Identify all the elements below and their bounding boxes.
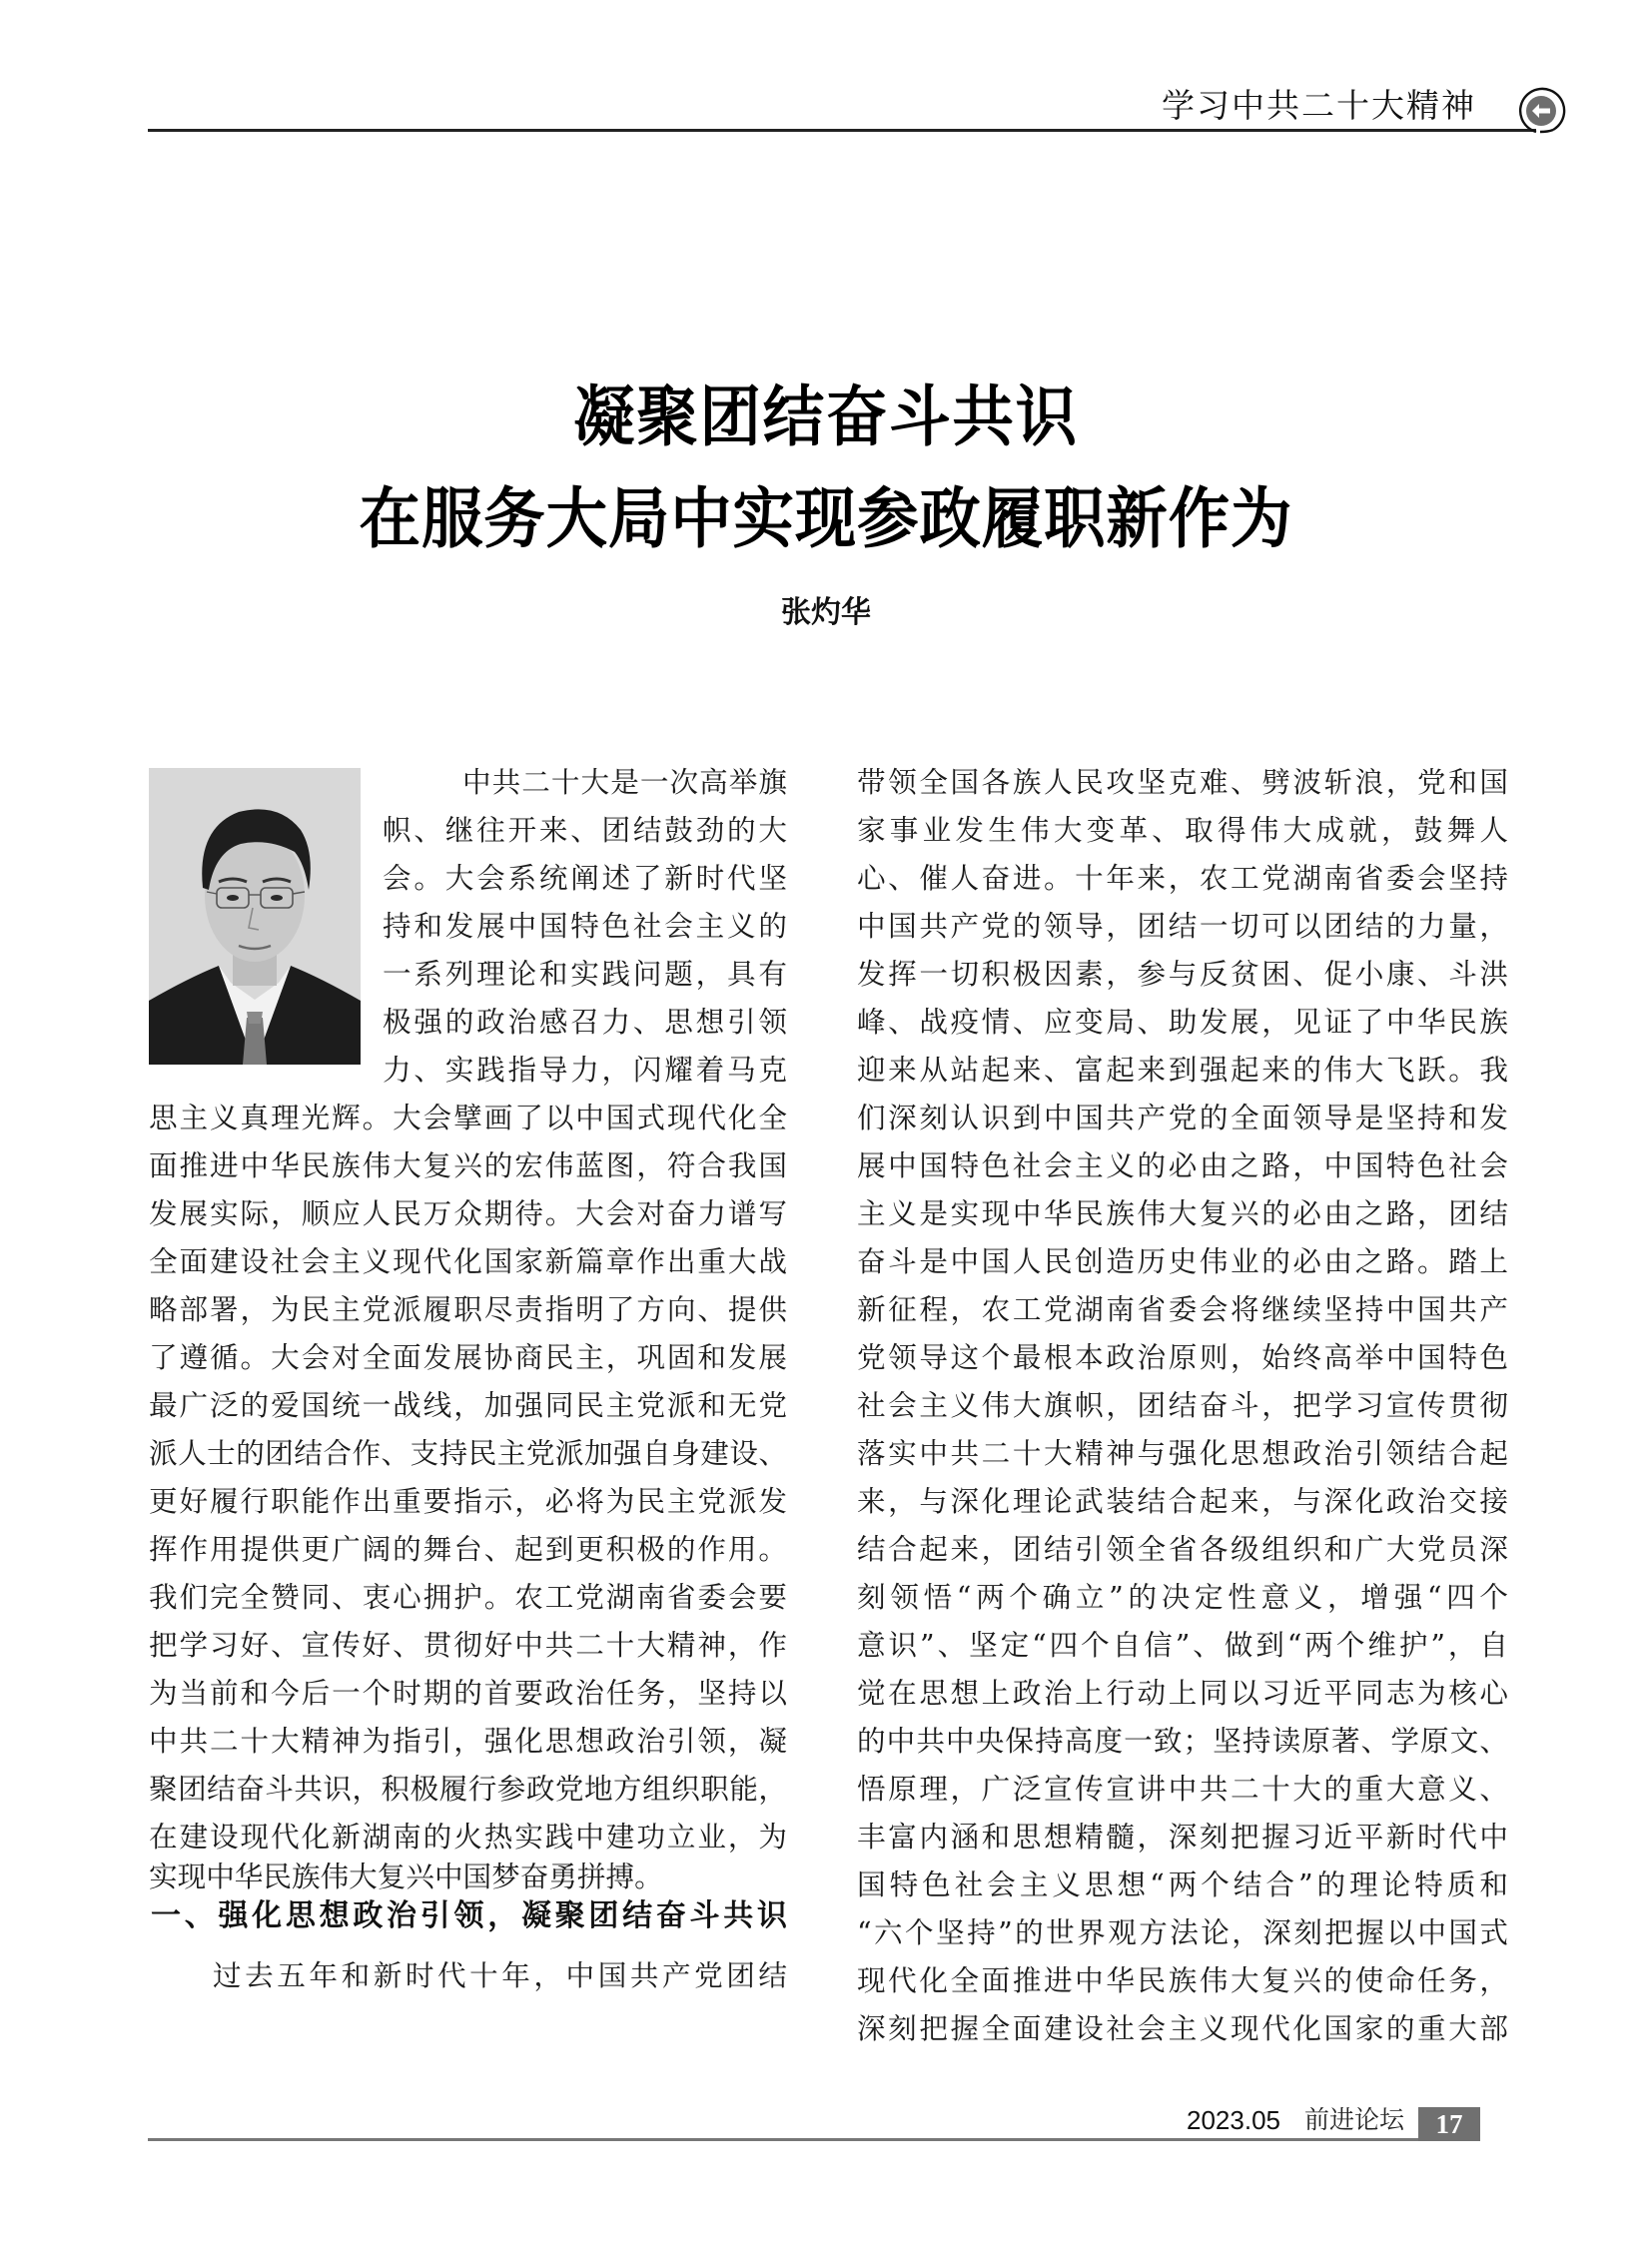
text-line: 中共二十大精神为指引，强化思想政治引领，凝: [149, 1724, 787, 1758]
text-line: 现代化全面推进中华民族伟大复兴的使命任务，: [857, 1963, 1508, 1997]
back-arrow-circle-icon: [1515, 85, 1567, 137]
text-line: “六个坚持”的世界观方法论，深刻把握以中国式: [857, 1915, 1508, 1949]
text-line: 一系列理论和实践问题，具有: [383, 957, 787, 991]
text-line: 在建设现代化新湖南的火热实践中建功立业，为: [149, 1820, 787, 1854]
text-line: 结合起来，团结引领全省各级组织和广大党员深: [857, 1532, 1508, 1566]
text-line: 展中国特色社会主义的必由之路，中国特色社会: [857, 1148, 1508, 1182]
text-line: 悟原理，广泛宣传宣讲中共二十大的重大意义、: [857, 1772, 1508, 1806]
text-line: 迎来从站起来、富起来到强起来的伟大飞跃。我: [857, 1053, 1508, 1087]
text-line: 会。大会系统阐述了新时代坚: [383, 861, 787, 895]
text-line: 主义是实现中华民族伟大复兴的必由之路，团结: [857, 1196, 1508, 1230]
text-line: 持和发展中国特色社会主义的: [383, 909, 787, 943]
text-line: 刻领悟“两个确立”的决定性意义，增强“四个: [857, 1580, 1508, 1614]
header-rule: [148, 129, 1536, 132]
page-footer: [0, 2097, 1652, 2177]
text-line: 丰富内涵和思想精髓，深刻把握习近平新时代中: [857, 1820, 1508, 1854]
text-line: 党领导这个最根本政治原则，始终高举中国特色: [857, 1340, 1508, 1374]
magazine-name: 前进论坛: [1304, 2105, 1405, 2134]
issue-date: 2023.05: [1187, 2105, 1280, 2135]
text-line: 中共二十大是一次高举旗: [462, 765, 787, 799]
section-label: 学习中共二十大精神: [1162, 86, 1476, 125]
text-line: 过去五年和新时代十年，中国共产党团结: [213, 1958, 787, 1992]
text-line: 落实中共二十大精神与强化思想政治引领结合起: [857, 1436, 1508, 1470]
portrait-image: [149, 768, 361, 1065]
author-name: 张灼华: [781, 595, 871, 630]
page-number-box: [1418, 2107, 1480, 2141]
text-line: 的中共中央保持高度一致；坚持读原著、学原文、: [857, 1724, 1508, 1758]
text-line: 奋斗是中国人民创造历史伟业的必由之路。踏上: [857, 1244, 1508, 1278]
text-line: 略部署，为民主党派履职尽责指明了方向、提供: [149, 1292, 787, 1326]
text-line: 了遵循。大会对全面发展协商民主，巩固和发展: [149, 1340, 787, 1374]
text-line: 把学习好、宣传好、贯彻好中共二十大精神，作: [149, 1628, 787, 1662]
author-photo: [149, 768, 361, 1065]
footer-rule: [148, 2138, 1418, 2141]
text-line: 挥作用提供更广阔的舞台、起到更积极的作用。: [149, 1532, 787, 1566]
text-line: 意识”、坚定“四个自信”、做到“两个维护”，自: [857, 1628, 1508, 1662]
text-line: 家事业发生伟大变革、取得伟大成就，鼓舞人: [857, 813, 1508, 847]
text-line: 我们完全赞同、衷心拥护。农工党湖南省委会要: [149, 1580, 787, 1614]
text-line: 为当前和今后一个时期的首要政治任务，坚持以: [149, 1676, 787, 1710]
text-line: 心、催人奋进。十年来，农工党湖南省委会坚持: [857, 861, 1508, 895]
text-line: 峰、战疫情、应变局、助发展，见证了中华民族: [857, 1005, 1508, 1039]
text-line: 派人士的团结合作、支持民主党派加强自身建设、: [149, 1436, 787, 1470]
text-line: 帜、继往开来、团结鼓劲的大: [383, 813, 787, 847]
text-line: 国特色社会主义思想“两个结合”的理论特质和: [857, 1868, 1508, 1901]
text-line: 聚团结奋斗共识，积极履行参政党地方组织职能，: [149, 1772, 787, 1806]
text-line: 面推进中华民族伟大复兴的宏伟蓝图，符合我国: [149, 1148, 787, 1182]
running-header: [0, 0, 1652, 150]
page-number: 17: [1435, 2109, 1463, 2139]
text-line: 发展实际，顺应人民万众期待。大会对奋力谱写: [149, 1196, 787, 1230]
text-line: 们深刻认识到中国共产党的全面领导是坚持和发: [857, 1101, 1508, 1134]
text-line: 新征程，农工党湖南省委会将继续坚持中国共产: [857, 1292, 1508, 1326]
text-line: 最广泛的爱国统一战线，加强同民主党派和无党: [149, 1388, 787, 1422]
text-line: 中国共产党的领导，团结一切可以团结的力量，: [857, 909, 1508, 943]
article-title-line2: 在服务大局中实现参政履职新作为: [359, 480, 1293, 557]
text-line: 来，与深化理论武装结合起来，与深化政治交接: [857, 1484, 1508, 1518]
text-line: 极强的政治感召力、思想引领: [383, 1005, 787, 1039]
text-line: 发挥一切积极因素，参与反贫困、促小康、斗洪: [857, 957, 1508, 991]
text-line: 力、实践指导力，闪耀着马克: [383, 1053, 787, 1087]
text-line: 深刻把握全面建设社会主义现代化国家的重大部: [857, 2011, 1508, 2045]
text-line: 实现中华民族伟大复兴中国梦奋勇拼搏。: [149, 1860, 663, 1893]
text-line: 社会主义伟大旗帜，团结奋斗，把学习宣传贯彻: [857, 1388, 1508, 1422]
section-heading: 一、强化思想政治引领，凝聚团结奋斗共识: [151, 1898, 787, 1933]
text-line: 带领全国各族人民攻坚克难、劈波斩浪，党和国: [857, 765, 1508, 799]
text-line: 更好履行职能作出重要指示，必将为民主党派发: [149, 1484, 787, 1518]
text-line: 全面建设社会主义现代化国家新篇章作出重大战: [149, 1244, 787, 1278]
article-title-line1: 凝聚团结奋斗共识: [573, 378, 1079, 455]
text-line: 思主义真理光辉。大会擘画了以中国式现代化全: [149, 1101, 787, 1134]
text-line: 觉在思想上政治上行动上同以习近平同志为核心: [857, 1676, 1508, 1710]
